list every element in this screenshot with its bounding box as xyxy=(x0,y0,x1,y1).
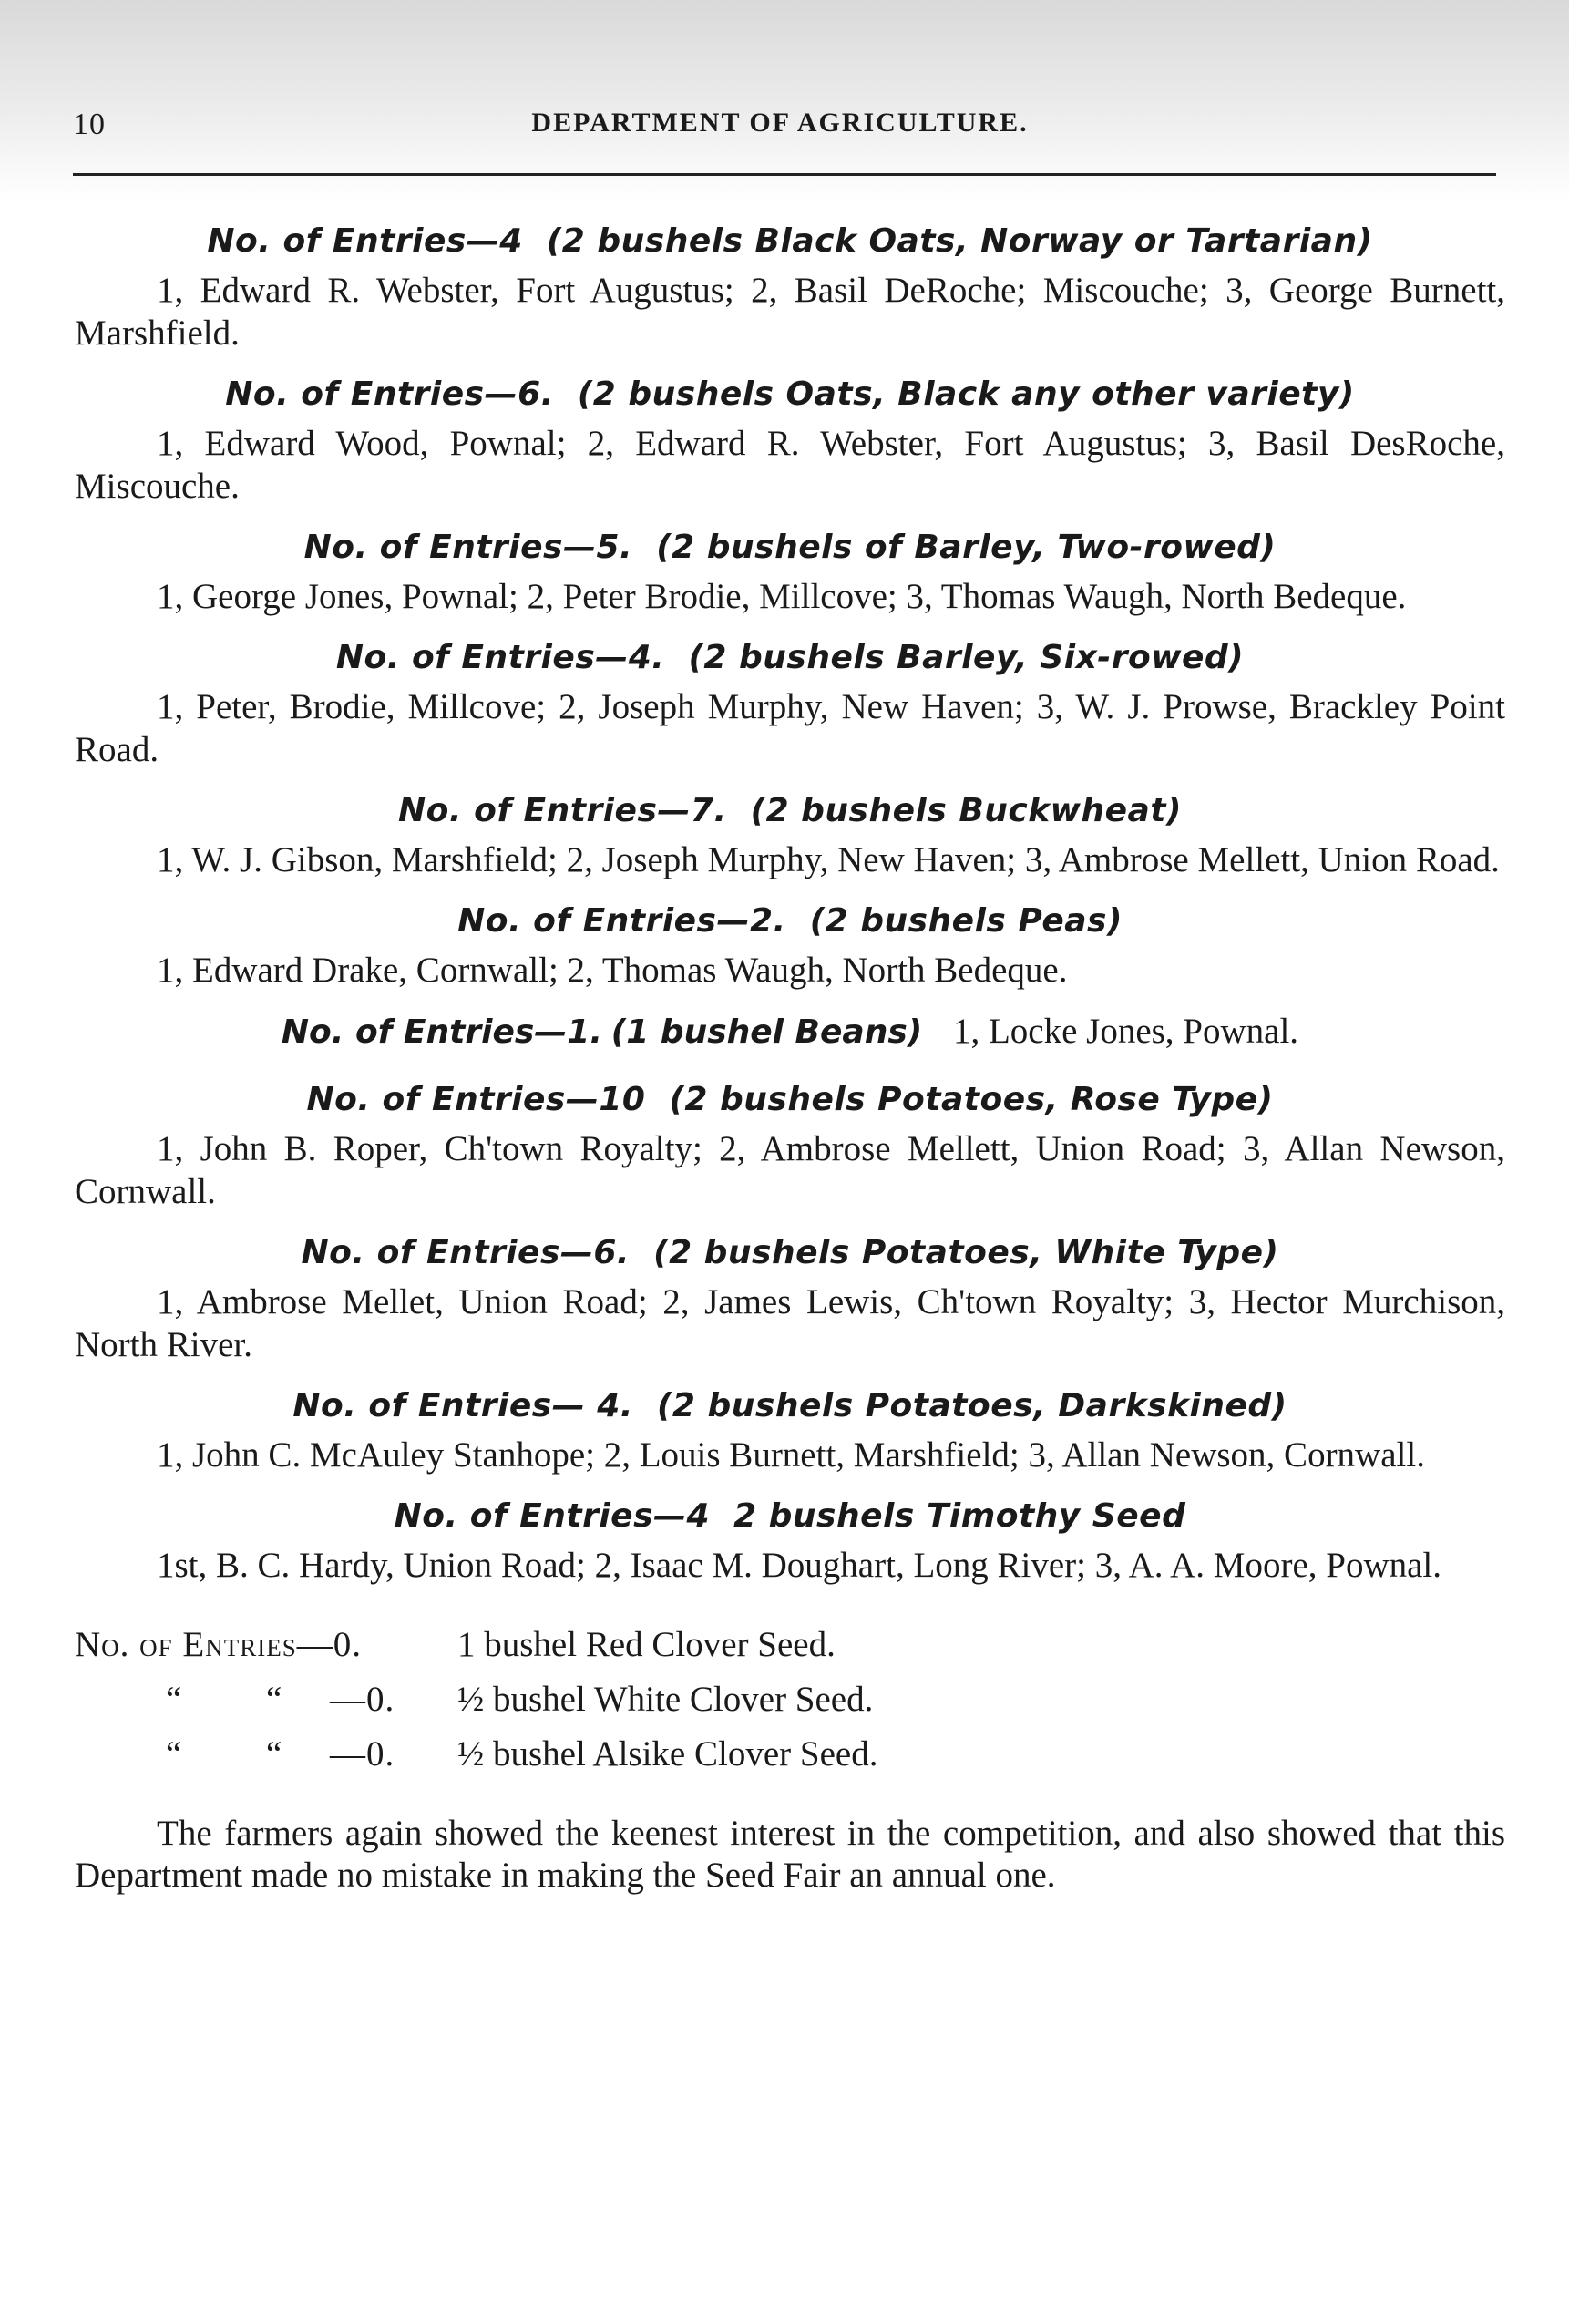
clover-entries: No. of Entries—0. xyxy=(75,1625,363,1664)
entry-block xyxy=(75,1489,1505,1587)
ditto-mark: “ xyxy=(166,1680,183,1719)
entry-winners: 1, John B. Roper, Ch'town Royalty; 2, Ambrose Mellett, Union Road; 3, Allan Newson, Cornwall. xyxy=(75,1129,1505,1211)
entry-block xyxy=(75,631,1505,771)
clover-count: —0. xyxy=(330,1680,395,1719)
entry-count: No. of Entries—5. xyxy=(303,529,633,566)
entry-block xyxy=(75,214,1505,355)
entry-winners: 1st, B. C. Hardy, Union Road; 2, Isaac M. Doughart, Long River; 3, A. A. Moore, Pownal. xyxy=(157,1546,1441,1585)
entry-heading xyxy=(75,784,1505,838)
entry-winners: 1, John C. McAuley Stanhope; 2, Louis Burnett, Marshfield; 3, Allan Newson, Cornwall. xyxy=(157,1435,1425,1475)
entry-winners: 1, Edward Wood, Pownal; 2, Edward R. Webster, Fort Augustus; 3, Basil DesRoche, Miscouche. xyxy=(75,424,1505,506)
entry-heading xyxy=(75,1489,1505,1544)
ditto-mark: “ xyxy=(166,1734,183,1774)
clover-row xyxy=(75,1733,1505,1787)
entry-description: (2 bushels Peas) xyxy=(809,902,1123,940)
entry-description: (2 bushels of Barley, Two-rowed) xyxy=(656,529,1277,566)
ditto-mark: “ xyxy=(266,1680,283,1719)
entry-winners: 1, Locke Jones, Pownal. xyxy=(952,1012,1299,1051)
entry-block-inline xyxy=(75,1004,1505,1060)
clover-seed-list xyxy=(75,1623,1505,1787)
entry-count: No. of Entries—6. xyxy=(301,1234,631,1271)
entry-block xyxy=(75,520,1505,618)
entry-heading xyxy=(75,1073,1505,1127)
entry-description: (2 bushels Potatoes, Rose Type) xyxy=(669,1081,1274,1118)
entry-description: (1 bushel Beans) xyxy=(610,1013,923,1051)
entry-description: (2 bushels Oats, Black any other variety) xyxy=(577,375,1355,413)
entry-count: No. of Entries—1. xyxy=(281,1013,603,1051)
entry-description: (2 bushels Buckwheat) xyxy=(750,792,1182,829)
entry-description: (2 bushels Barley, Six-rowed) xyxy=(688,639,1245,676)
entry-description: 2 bushels Timothy Seed xyxy=(733,1497,1186,1535)
entry-block xyxy=(75,1226,1505,1366)
clover-row xyxy=(75,1623,1505,1678)
clover-entries xyxy=(75,1733,457,1775)
entry-count: No. of Entries—7. xyxy=(398,792,727,829)
clover-item: ½ bushel White Clover Seed. xyxy=(457,1680,874,1719)
clover-count: —0. xyxy=(330,1734,395,1774)
entry-block xyxy=(75,1073,1505,1213)
entry-count: No. of Entries—4. xyxy=(335,639,665,676)
entry-winners: 1, George Jones, Pownal; 2, Peter Brodie, Millcove; 3, Thomas Waugh, North Bedeque. xyxy=(157,577,1407,616)
entry-block xyxy=(75,894,1505,992)
entry-winners: 1, Edward R. Webster, Fort Augustus; 2, Basil DeRoche; Miscouche; 3, George Burnett, Marshfield. xyxy=(75,271,1505,353)
entry-winners: 1, W. J. Gibson, Marshfield; 2, Joseph Murphy, New Haven; 3, Ambrose Mellett, Union Road. xyxy=(157,840,1500,879)
entry-heading xyxy=(75,214,1505,269)
entry-winners: 1, Edward Drake, Cornwall; 2, Thomas Waugh, North Bedeque. xyxy=(157,951,1068,990)
entry-block xyxy=(75,1379,1505,1476)
clover-item: 1 bushel Red Clover Seed. xyxy=(457,1625,836,1664)
entry-count: No. of Entries—4 xyxy=(207,222,523,260)
clover-entries xyxy=(75,1678,457,1721)
clover-row xyxy=(75,1678,1505,1733)
page-header xyxy=(73,108,1487,162)
entry-heading xyxy=(75,520,1505,575)
page-body xyxy=(75,214,1505,1897)
entry-heading xyxy=(75,1226,1505,1280)
entry-count: No. of Entries—6. xyxy=(225,375,554,413)
entry-count: No. of Entries—2. xyxy=(457,902,786,940)
entry-count: No. of Entries— 4. xyxy=(292,1387,633,1424)
header-rule xyxy=(73,173,1496,176)
entry-count: No. of Entries—10 xyxy=(306,1081,646,1118)
page-number: 10 xyxy=(73,108,106,141)
closing-paragraph: The farmers again showed the keenest interest in the competition, and also showed that this Department made no mistake in making the Seed Fair an annual one. xyxy=(75,1814,1505,1895)
entry-description: (2 bushels Potatoes, Darkskined) xyxy=(656,1387,1287,1424)
entry-winners: 1, Ambrose Mellet, Union Road; 2, James Lewis, Ch'town Royalty; 3, Hector Murchison, North River. xyxy=(75,1282,1505,1364)
entry-count: No. of Entries—4 xyxy=(394,1497,711,1535)
entry-block xyxy=(75,367,1505,508)
entry-description: (2 bushels Black Oats, Norway or Tartarian) xyxy=(546,222,1373,260)
entry-heading xyxy=(75,894,1505,949)
entry-heading xyxy=(75,1379,1505,1434)
entry-block xyxy=(75,784,1505,881)
running-head: DEPARTMENT OF AGRICULTURE. xyxy=(531,108,1029,138)
entry-heading xyxy=(75,631,1505,685)
ditto-mark: “ xyxy=(266,1734,283,1774)
clover-item: ½ bushel Alsike Clover Seed. xyxy=(457,1734,878,1774)
entry-heading xyxy=(75,367,1505,422)
entry-winners: 1, Peter, Brodie, Millcove; 2, Joseph Murphy, New Haven; 3, W. J. Prowse, Brackley Point Road. xyxy=(75,687,1505,769)
entry-description: (2 bushels Potatoes, White Type) xyxy=(653,1234,1279,1271)
